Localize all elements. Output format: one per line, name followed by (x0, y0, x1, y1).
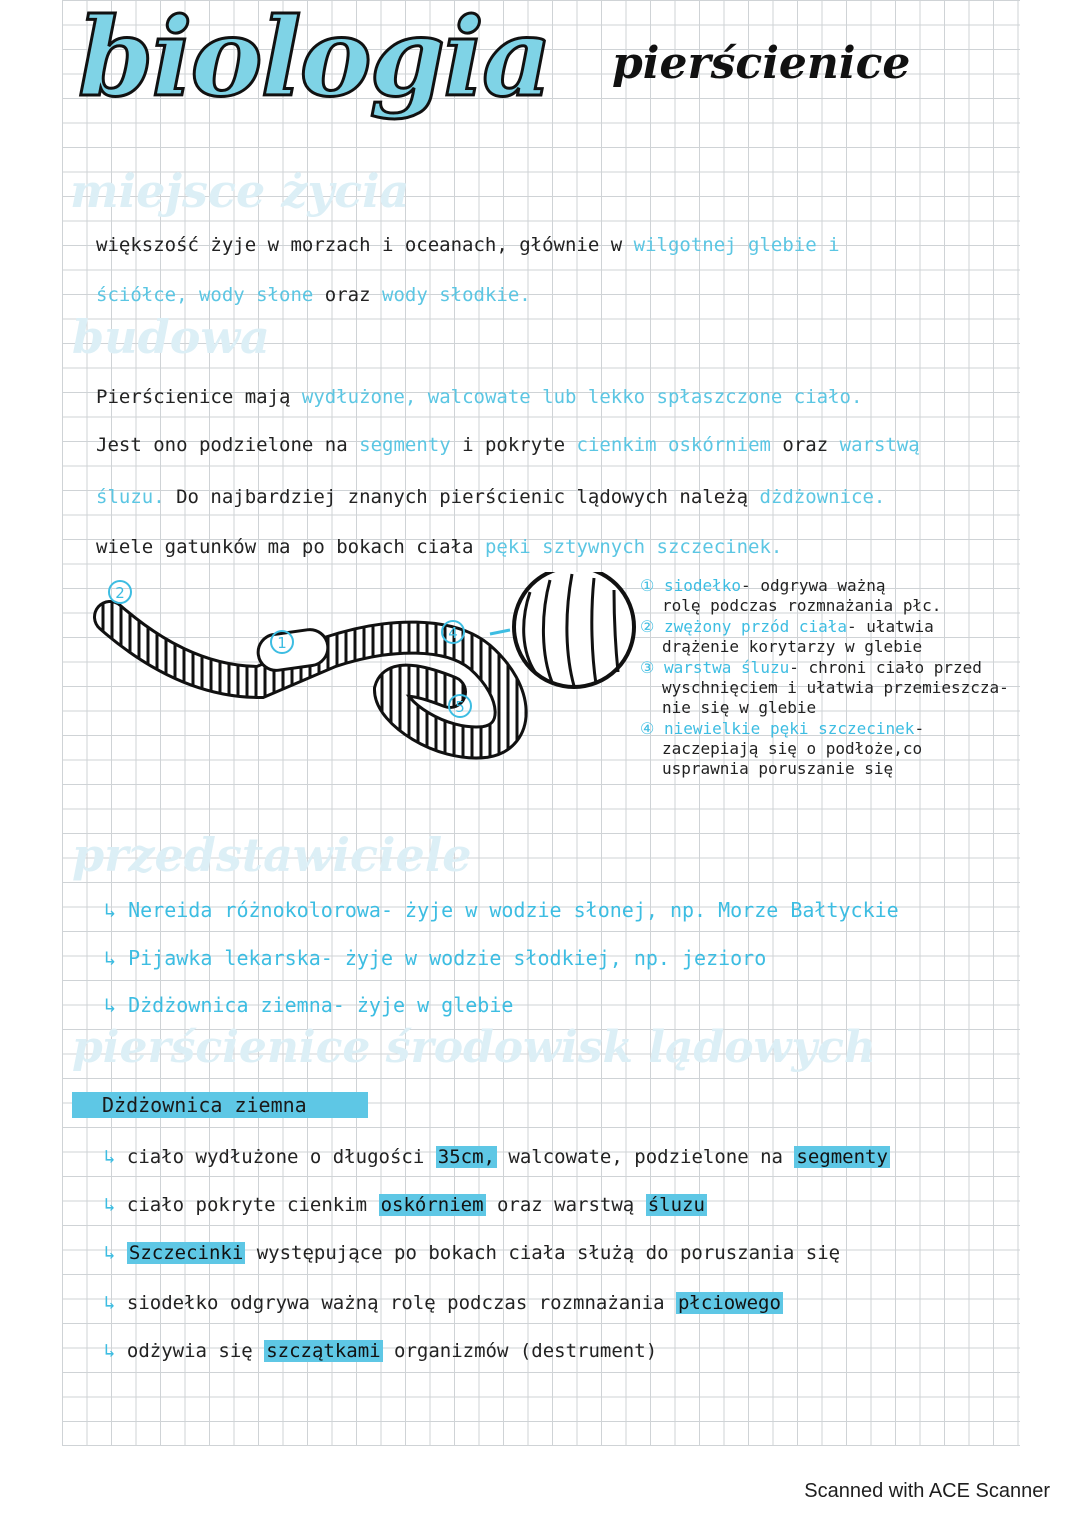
brand-title: biologia (78, 0, 551, 121)
representative-2: ↳ Pijawka lekarska- żyje w wodzie słodkiej, np. jezioro (104, 946, 767, 970)
scanner-footer: Scanned with ACE Scanner (804, 1480, 1050, 1502)
label-1: 1 (277, 634, 287, 652)
legend-3: ③ warstwa śluzu- chroni ciało przed (640, 658, 982, 677)
structure-line-3: śluzu. Do najbardziej znanych pierścienic lądowych należą dżdżownice. (96, 486, 886, 508)
legend-3-cont-1: wyschnięciem i ułatwia przemieszcza- (662, 678, 1009, 697)
card-title: Dżdżownica ziemna (72, 1092, 368, 1118)
legend-4-cont-2: usprawnia poruszanie się (662, 759, 894, 778)
legend-2: ② zwężony przód ciała- ułatwia (640, 617, 934, 636)
legend-1-cont: rolę podczas rozmnażania płc. (662, 596, 942, 615)
structure-line-2: Jest ono podzielone na segmenty i pokryte cienkim oskórniem oraz warstwą (96, 434, 920, 456)
cross-section (514, 572, 634, 687)
land-bullet-5: ↳ odżywia się szczątkami organizmów (destrument) (104, 1340, 658, 1362)
habitat-line-2: ściółce, wody słone oraz wody słodkie. (96, 284, 531, 306)
representative-3: ↳ Dżdżownica ziemna- żyje w glebie (104, 993, 514, 1017)
label-4: 4 (448, 624, 458, 642)
representatives-heading: przedstawiciele (72, 828, 472, 882)
land-bullet-2: ↳ ciało pokryte cienkim oskórniem oraz warstwą śluzu (104, 1194, 705, 1216)
arrow-icon (490, 630, 510, 634)
diagram-legend (640, 578, 1009, 777)
land-bullet-3: ↳ Szczecinki występujące po bokach ciała służą do poruszania się (104, 1242, 841, 1264)
habitat-heading: miejsce życia (70, 164, 410, 218)
legend-1: ① siodełko- odgrywa ważną (640, 576, 886, 595)
label-2: 2 (115, 584, 125, 602)
topic-title: pierścienice (612, 38, 911, 89)
habitat-line-1: większość żyje w morzach i oceanach, głównie w wilgotnej glebie i (96, 234, 840, 256)
land-heading: pierścienice środowisk lądowych (72, 1022, 876, 1073)
representative-1: ↳ Nereida różnokolorowa- żyje w wodzie słonej, np. Morze Bałtyckie (104, 898, 899, 922)
land-bullet-4: ↳ siodełko odgrywa ważną rolę podczas rozmnażania płciowego (104, 1292, 781, 1314)
legend-4: ④ niewielkie pęki szczecinek- (640, 719, 925, 738)
label-5: 5 (455, 698, 465, 716)
structure-heading: budowa (72, 310, 270, 364)
legend-2-cont: drążenie korytarzy w glebie (662, 637, 923, 656)
earthworm-diagram (90, 572, 650, 802)
legend-4-cont-1: zaczepiają się o podłoże,co (662, 739, 923, 758)
structure-line-4: wiele gatunków ma po bokach ciała pęki sztywnych szczecinek. (96, 536, 783, 558)
structure-line-1: Pierścienice mają wydłużone, walcowate lub lekko spłaszczone ciało. (96, 386, 863, 408)
land-bullet-1: ↳ ciało wydłużone o długości 35cm, walcowate, podzielone na segmenty (104, 1146, 888, 1168)
legend-3-cont-2: nie się w glebie (662, 698, 817, 717)
